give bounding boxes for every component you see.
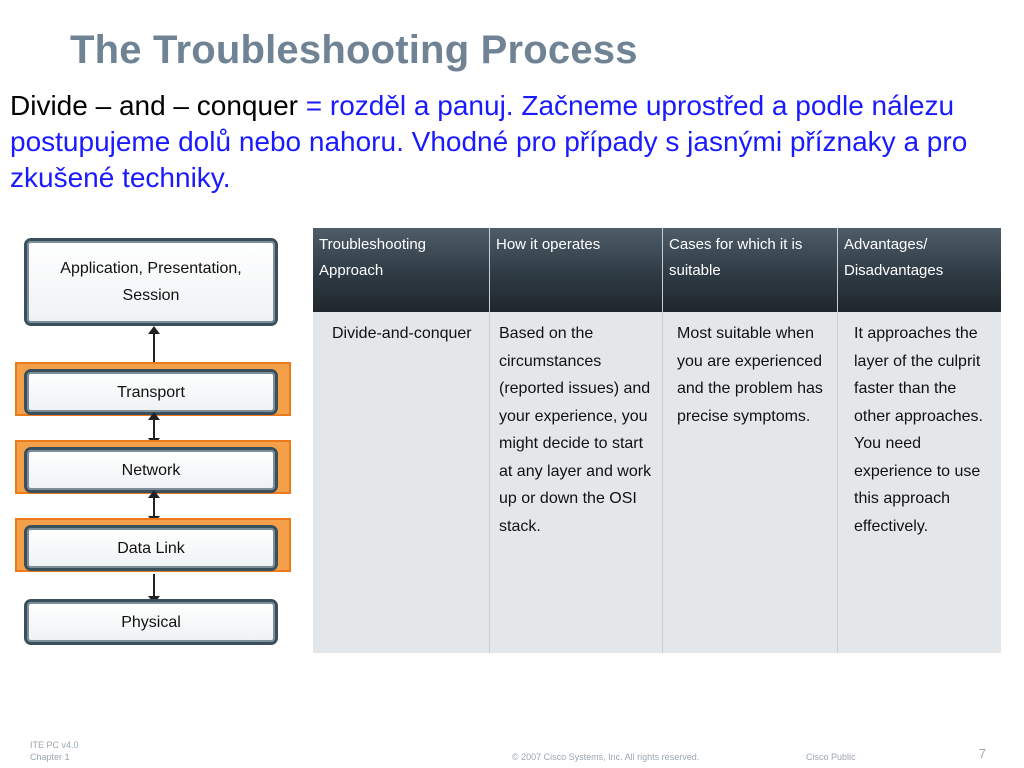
approach-table bbox=[313, 228, 1001, 653]
layer-label: Transport bbox=[117, 383, 185, 401]
layer-application-presentation-session bbox=[24, 238, 278, 326]
column-divider bbox=[837, 228, 838, 653]
cell-suitable-cases: Most suitable when you are experienced and the problem has precise symptoms. bbox=[663, 312, 837, 653]
layer-transport bbox=[24, 369, 278, 415]
layer-label: Application, Presentation, Session bbox=[60, 260, 242, 304]
highlight-network bbox=[15, 440, 291, 494]
layer-label: Network bbox=[121, 461, 181, 479]
arrow-down bbox=[153, 574, 155, 598]
header-approach: Troubleshooting Approach bbox=[313, 228, 489, 312]
layer-label: Data Link bbox=[117, 539, 185, 557]
cell-how-it-operates: Based on the circumstances (reported issues) and your experience, you might decide to start at any layer and work up or down the OSI stack. bbox=[490, 312, 662, 653]
intro-text bbox=[10, 88, 1010, 196]
footer-chapter: Chapter 1 bbox=[30, 752, 70, 762]
arrow-both bbox=[153, 496, 155, 518]
column-divider bbox=[489, 228, 490, 653]
layer-data-link bbox=[24, 525, 278, 571]
footer-copyright: © 2007 Cisco Systems, Inc. All rights reserved. bbox=[512, 752, 700, 762]
column-divider bbox=[662, 228, 663, 653]
page-number: 7 bbox=[978, 746, 986, 761]
cell-advantages: It approaches the layer of the culprit faster than the other approaches. You need experience to use this approach effectively. bbox=[838, 312, 1001, 653]
arrow-up bbox=[153, 332, 155, 366]
cell-approach: Divide-and-conquer bbox=[313, 312, 489, 653]
footer-classification: Cisco Public bbox=[806, 752, 856, 762]
intro-lead: Divide – and – conquer bbox=[10, 90, 298, 121]
layer-network bbox=[24, 447, 278, 493]
header-suitable-cases: Cases for which it is suitable bbox=[663, 228, 837, 312]
layer-physical bbox=[24, 599, 278, 645]
layer-label: Physical bbox=[121, 613, 181, 631]
intro-description: = rozděl a panuj. Začneme uprostřed a podle nálezu postupujeme dolů nebo nahoru. Vhodné pro případy s jasnými příznaky a pro zkušené techniky. bbox=[10, 90, 968, 193]
highlight-data-link bbox=[15, 518, 291, 572]
footer-course: ITE PC v4.0 bbox=[30, 740, 79, 750]
slide-title: The Troubleshooting Process bbox=[70, 28, 638, 72]
header-how-it-operates: How it operates bbox=[490, 228, 662, 312]
highlight-transport bbox=[15, 362, 291, 416]
header-advantages: Advantages/ Disadvantages bbox=[838, 228, 1001, 312]
osi-layer-diagram bbox=[15, 232, 295, 652]
arrow-both bbox=[153, 418, 155, 440]
